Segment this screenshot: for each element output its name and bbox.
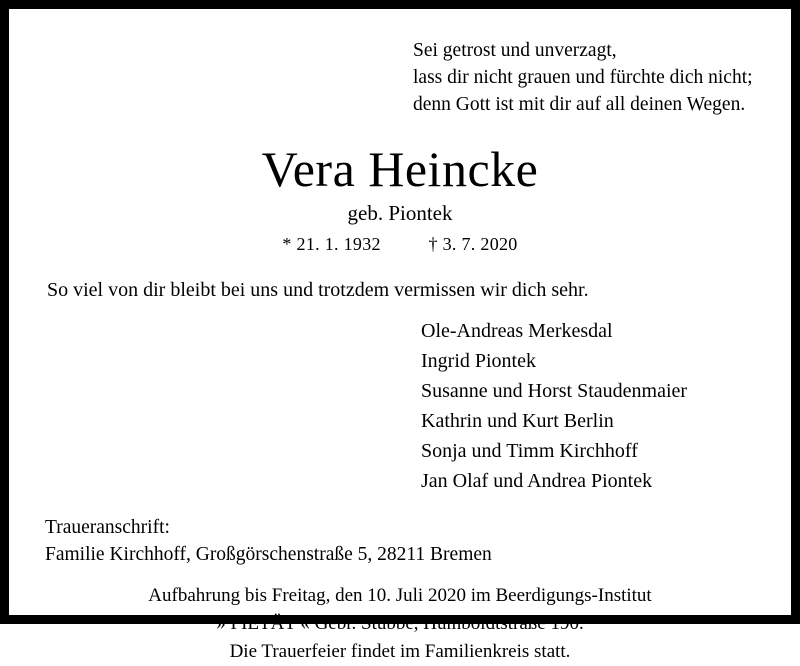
note-line-2: » PIETÄT « Gebr. Stubbe, Humboldtstraße 190. [216, 613, 584, 634]
list-item: Susanne und Horst Staudenmaier [421, 380, 688, 402]
death-symbol: † [428, 234, 438, 254]
memorial-sentence: So viel von dir bleibt bei uns und trotzdem vermissen wir dich sehr. [47, 279, 589, 301]
list-item: Ingrid Piontek [421, 350, 536, 372]
list-item: Kathrin und Kurt Berlin [421, 410, 614, 432]
verse-line-1: Sei getrost und unverzagt, [413, 40, 617, 61]
birth-date: 21. 1. 1932 [296, 234, 381, 254]
note-line-1: Aufbahrung bis Freitag, den 10. Juli 2020 im Beerdigungs-Institut [148, 585, 652, 606]
condolence-address [43, 514, 757, 568]
list-item: Sonja und Timm Kirchhoff [421, 440, 638, 462]
list-item: Ole-Andreas Merkesdal [421, 320, 613, 342]
verse-line-2: lass dir nicht grauen und fürchte dich nicht; [413, 67, 753, 88]
notice-content [9, 9, 791, 662]
verse-block [43, 37, 757, 118]
verse-line-3: denn Gott ist mit dir auf all deinen Wegen. [413, 94, 746, 115]
funeral-notes [43, 582, 757, 666]
list-item: Jan Olaf und Andrea Piontek [421, 470, 653, 492]
note-line-3: Die Trauerfeier findet im Familienkreis statt. [229, 641, 571, 662]
address-value: Familie Kirchhoff, Großgörschenstraße 5, 28211 Bremen [45, 544, 492, 565]
death-date: 3. 7. 2020 [442, 234, 518, 254]
birth-symbol: * [282, 234, 292, 254]
mourners-list [43, 316, 757, 496]
maiden-name: geb. Piontek [347, 201, 453, 225]
address-label: Traueranschrift: [45, 517, 170, 538]
life-dates [43, 232, 757, 256]
deceased-name: Vera Heincke [261, 141, 539, 197]
